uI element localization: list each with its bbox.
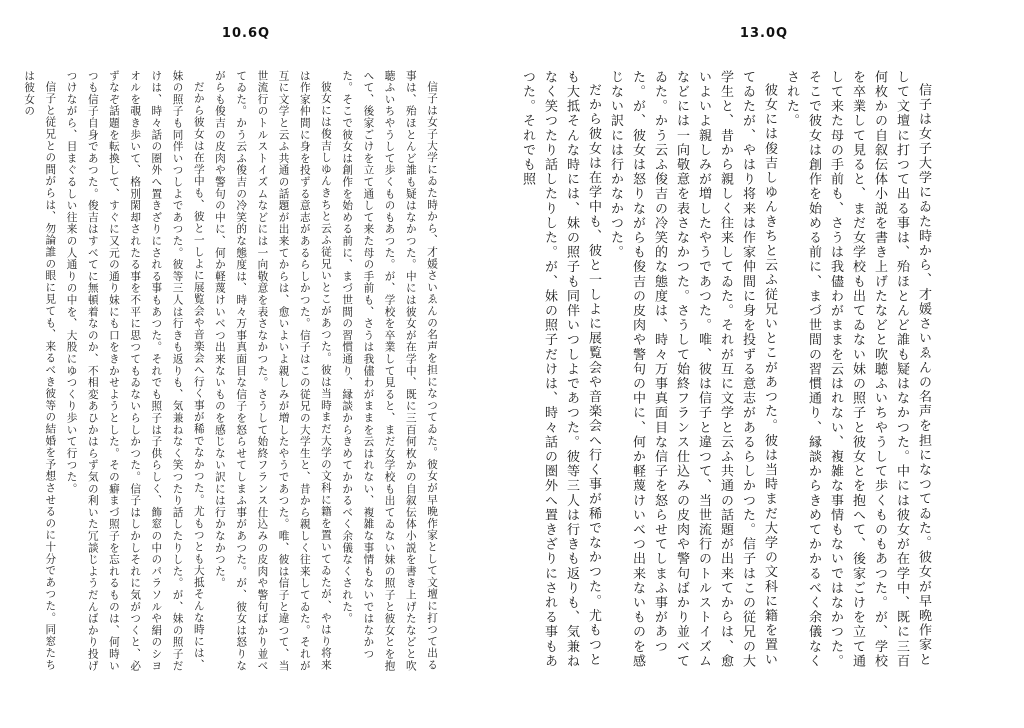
left-paragraph-2: 彼女には俊吉しゆんきちと云ふ従兄いとこがあつた。彼は当時まだ大学の文科に籍を置いてゐたが、やはり将来は作家仲間に身を投ずる意志があるらしかつた。信子はこの従兄の大学生と、昔から親しく往来してゐた。それが互に文学と云ふ共通の話題が出来てからは、愈いよいよ親しみが増したやうであつた。唯、彼は信子と違つて、当世流行のトルストイズムなどには一向敬意を表さなかつた。さうして始終フランス仕込みの皮肉や警句ばかり並べてゐた。かう云ふ俊吉の冷笑的な態度は、時々万事真面目な信子を怒らせてしまふ事があつた。が、彼女は怒りながらも俊吉の皮肉や警句の中に、何か軽蔑けいべつ出来ないものを感じない訳には行かなかつた。 xyxy=(213,70,332,672)
right-paragraph-3: だから彼女は在学中も、彼と一しよに展覧会や音楽会へ行く事が稀でなかつた。尤もつとも大抵そんな時には、妹の照子も同伴いつしよであつた。彼等三人は行きも返りも、気兼ねなく笑つたり話したりした。が、妹の照子だけは、時々話の圏外へ置きざりにされる事もあつた。それでも照 xyxy=(520,70,601,669)
right-paragraph-2: 彼女には俊吉しゆんきちと云ふ従兄いとこがあつた。彼は当時まだ大学の文科に籍を置いてゐたが、やはり将来は作家仲間に身を投ずる意志があるらしかつた。信子はこの従兄の大学生と、昔から親しく往来してゐた。それが互に文学と云ふ共通の話題が出来てからは、愈いよいよ親しみが増したやうであつた。唯、彼は信子と違つて、当世流行のトルストイズムなどには一向敬意を表さなかつた。さうして始終フランス仕込みの皮肉や警句ばかり並べてゐた。かう云ふ俊吉の冷笑的な態度は、時々万事真面目な信子を怒らせてしまふ事があつた。が、彼女は怒りながらも俊吉の皮肉や警句の中に、何か軽蔑けいべつ出来ないものを感じない訳には行かなかつた。 xyxy=(608,70,777,669)
page-heading-left: 10.6Q xyxy=(221,26,271,41)
left-paragraph-4: 信子と従兄との間がらは、勿論誰の眼に見ても、来るべき彼等の結婚を予想させるのに十分であつた。同窓たちは彼女の xyxy=(23,70,57,671)
left-vertical-text-block xyxy=(23,70,442,680)
right-paragraph-1: 信子は女子大学にゐた時から、才媛さいゑんの名声を担になつてゐた。彼女が早晩作家として文壇に打つて出る事は、殆ほとんど誰も疑はなかつた。中には彼女が在学中、既に三百何枚かの自叙伝体小説を書き上げたなどと吹聴ふいちやうして歩くものもあつた。が、学校を卒業して見ると、まだ女学校も出てゐない妹の照子と彼女とを抱へて、後家ごけを立て通して来た母の手前も、さうは我儘わがままを云はれない、複雑な事情もないではなかつた。そこで彼女は創作を始める前に、まづ世間の習慣通り、縁談からきめてかかるべく余儀なくされた。 xyxy=(784,70,931,669)
page-heading-right: 13.0Q xyxy=(739,26,789,41)
left-paragraph-1: 信子は女子大学にゐた時から、才媛さいゑんの名声を担になつてゐた。彼女が早晩作家として文壇に打つて出る事は、殆ほとんど誰も疑はなかつた。中には彼女が在学中、既に三百何枚かの自叙伝体小説を書き上げたなどと吹聴ふいちやうして歩くものもあつた。が、学校を卒業して見ると、まだ女学校も出てゐない妹の照子と彼女とを抱へて、後家ごけを立て通して来た母の手前も、さうは我儘わがままを云はれない、複雑な事情もないではなかつた。そこで彼女は創作を始める前に、まづ世間の習慣通り、縁談からきめてかかるべく余儀なくされた。 xyxy=(341,70,438,672)
right-vertical-text-block xyxy=(520,70,934,680)
left-paragraph-3: だから彼女は在学中も、彼と一しよに展覧会や音楽会へ行く事が稀でなかつた。尤もつとも大抵そんな時には、妹の照子も同伴いつしよであつた。彼等三人は行きも返りも、気兼ねなく笑つたり話したりした。が、妹の照子だけは、時々話の圏外へ置きざりにされる事もあつた。それでも照子は子供らしく、飾窓の中のパラソルや絹のシヨオルを覗き歩いて、格別閑却されたる事を不平に思つてもゐないらしかつた。信子はしかしそれに気がつくと、必ずなぞ話題を転換して、すぐに又元の通り妹にも口をきかせようとした。その癖まづ照子を忘れるものは、何時いつも信子自身であつた。俊吉はすべてに無頓着なのか、不相変あひかはらず気の利いた冗談じようだんばかり投げつけながら、目まぐるしい往来の人通りの中を、大股にゆつくり歩いて行つた。 xyxy=(65,70,205,672)
